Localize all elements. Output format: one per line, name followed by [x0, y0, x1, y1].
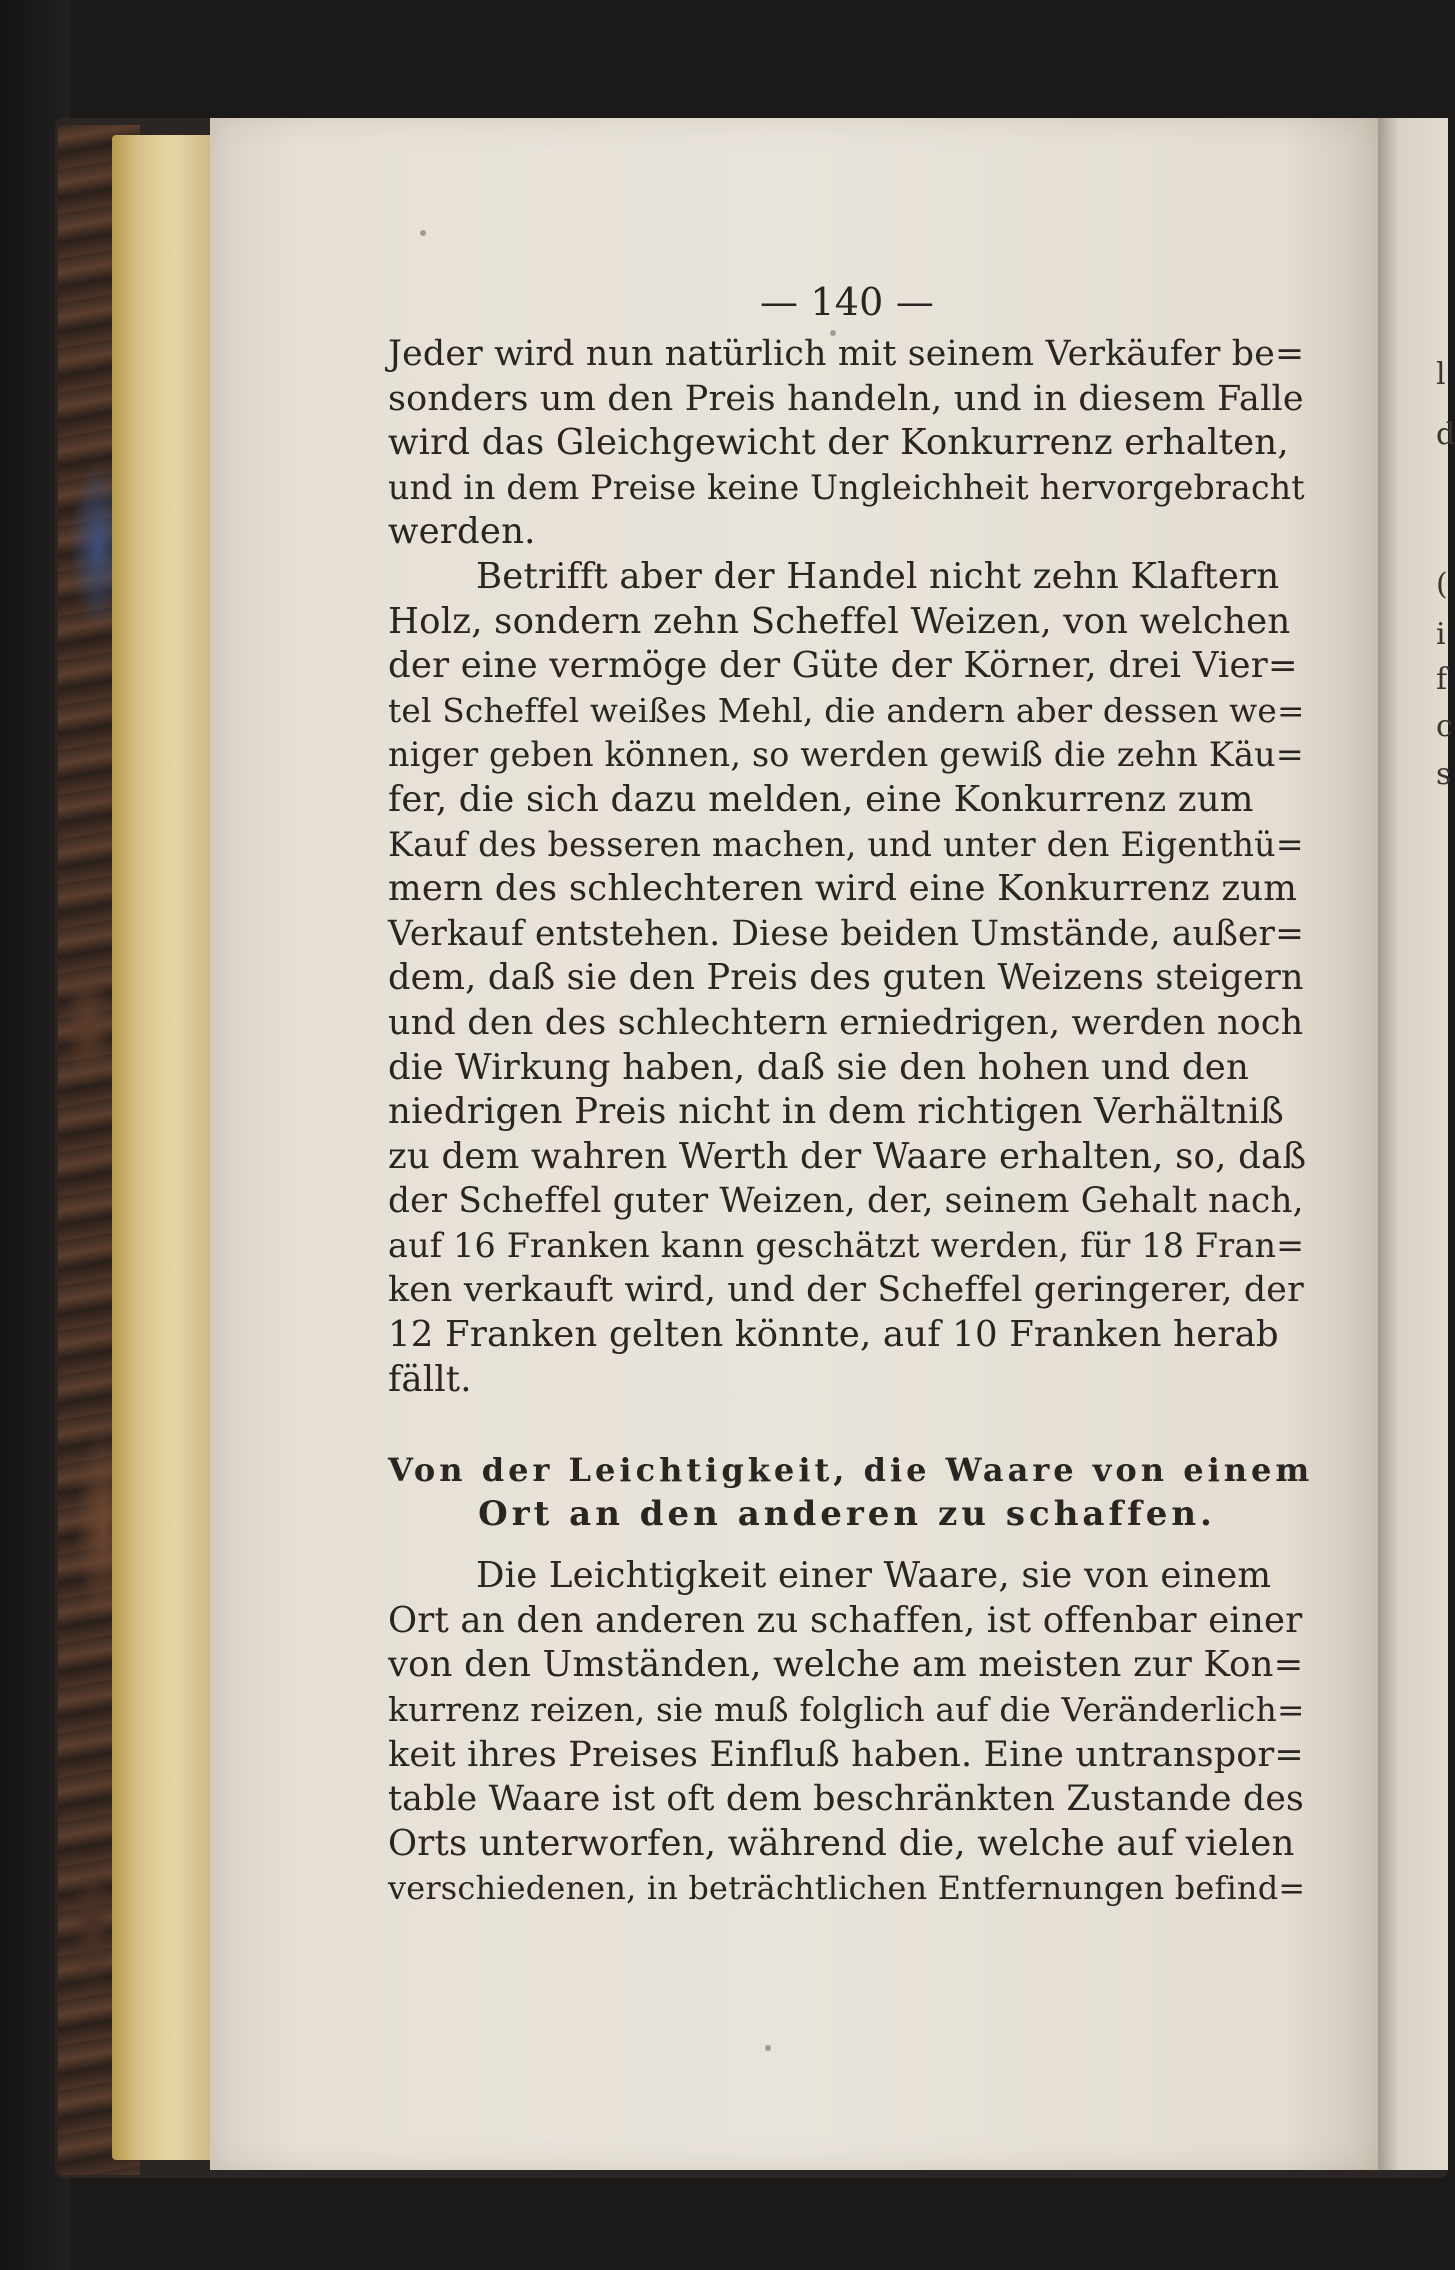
text-line: kurrenz reizen, sie muß folglich auf die Veränderlich=	[388, 1691, 1305, 1730]
text-line: von den Umständen, welche am meisten zur Kon=	[388, 1644, 1304, 1686]
text-line: table Waare ist oft dem beschränkten Zustande des	[388, 1779, 1305, 1820]
text-line: und in dem Preise keine Ungleichheit hervorgebracht	[388, 467, 1305, 507]
text-line: fer, die sich dazu melden, eine Konkurrenz zum	[388, 778, 1254, 820]
text-line: niger geben können, so werden gewiß die zehn Käu=	[388, 735, 1304, 775]
text-line: verschiedenen, in beträchtlichen Entfernungen befind=	[388, 1869, 1306, 1908]
text-line: fällt.	[388, 1358, 472, 1400]
text-line: werden.	[388, 511, 536, 553]
paragraph	[388, 332, 1306, 555]
next-page-glyph: f	[1436, 662, 1448, 697]
paragraph	[388, 1554, 1306, 1911]
next-page-glyph: i	[1436, 617, 1446, 652]
page-number: — 140 —	[759, 280, 935, 324]
text-line: Kauf des besseren machen, und unter den Eigenthü=	[388, 824, 1304, 864]
page-block-edge	[112, 135, 224, 2160]
text-line: der eine vermöge der Güte der Körner, drei Vier=	[388, 645, 1298, 687]
text-line: niedrigen Preis nicht in dem richtigen Verhältniß	[388, 1091, 1284, 1133]
text-line: keit ihres Preises Einfluß haben. Eine untranspor=	[388, 1734, 1304, 1775]
paper-speck	[420, 230, 426, 236]
section-heading-line: Ort an den anderen zu schaffen.	[478, 1494, 1216, 1535]
text-line: sonders um den Preis handeln, und in diesem Falle	[388, 378, 1304, 419]
text-line: Jeder wird nun natürlich mit seinem Verkäufer be=	[388, 334, 1305, 374]
paragraph	[388, 555, 1306, 1402]
text-line: und den des schlechtern erniedrigen, werden noch	[388, 1002, 1304, 1043]
page-text	[388, 280, 1314, 1911]
text-line: tel Scheffel weißes Mehl, die andern aber dessen we=	[388, 691, 1305, 730]
text-line: 12 Franken gelten könnte, auf 10 Franken herab	[388, 1314, 1279, 1356]
text-line: Holz, sondern zehn Scheffel Weizen, von welchen	[388, 600, 1291, 642]
section-heading	[388, 1448, 1314, 1536]
next-page-glyph: s	[1436, 757, 1452, 792]
text-line: ken verkauft wird, und der Scheffel geringerer, der	[388, 1270, 1304, 1311]
text-line: wird das Gleichgewicht der Konkurrenz erhalten,	[388, 422, 1289, 464]
text-line: auf 16 Franken kann geschätzt werden, für 18 Fran=	[388, 1225, 1305, 1265]
text-line: Orts unterworfen, während die, welche auf vielen	[388, 1822, 1295, 1864]
section-heading-line: Von der Leichtigkeit, die Waare von einem	[388, 1451, 1314, 1490]
next-page-glyph: l	[1436, 357, 1446, 392]
text-line: zu dem wahren Werth der Waare erhalten, so, daß	[388, 1135, 1307, 1177]
text-line: Betrifft aber der Handel nicht zehn Klaftern	[476, 555, 1280, 597]
text-line: mern des schlechteren wird eine Konkurrenz zum	[388, 868, 1298, 910]
text-line: der Scheffel guter Weizen, der, seinem Gehalt nach,	[388, 1181, 1304, 1222]
text-line: die Wirkung haben, daß sie den hohen und den	[388, 1046, 1250, 1088]
text-line: dem, daß sie den Preis des guten Weizens steigern	[388, 957, 1304, 999]
text-line: Ort an den anderen zu schaffen, ist offenbar einer	[388, 1599, 1303, 1641]
next-page-glyph: c	[1436, 709, 1453, 744]
next-page-glyph: d	[1436, 417, 1455, 452]
text-line: Verkauf entstehen. Diese beiden Umstände, außer=	[388, 913, 1305, 954]
text-line: Die Leichtigkeit einer Waare, sie von einem	[476, 1555, 1272, 1597]
paper-speck	[765, 2045, 771, 2051]
next-page-glyph: (	[1436, 567, 1448, 602]
